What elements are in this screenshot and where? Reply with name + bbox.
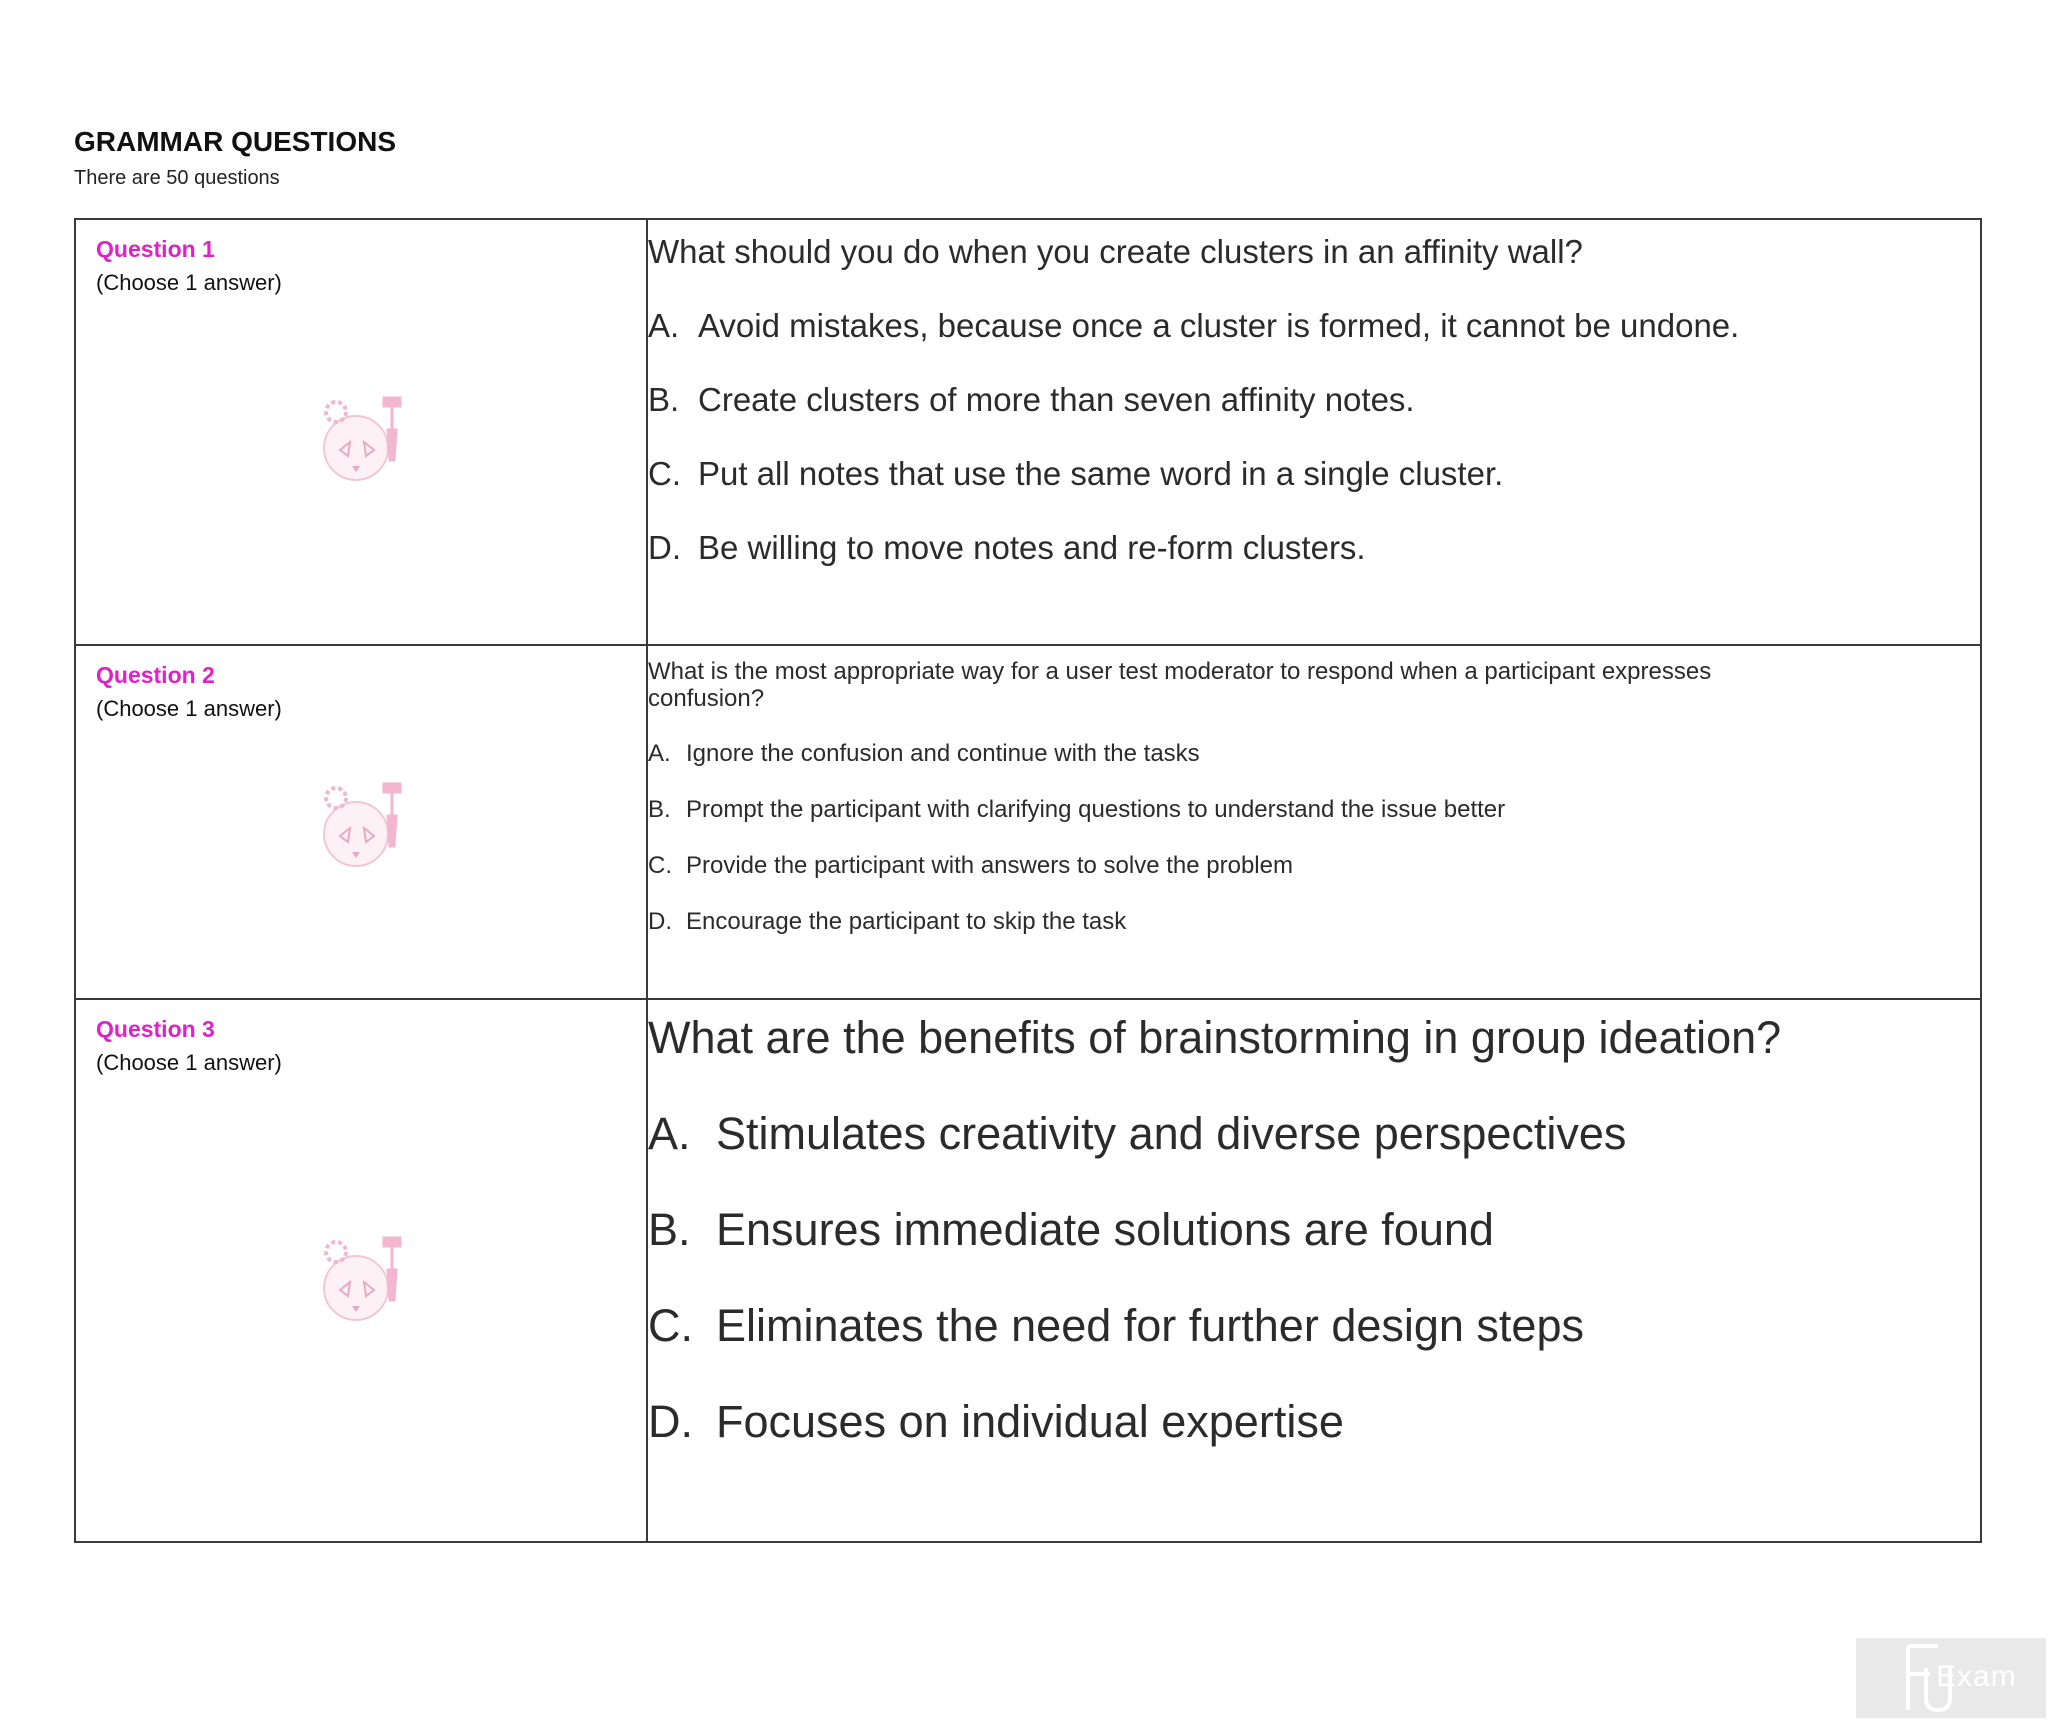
question-count: There are 50 questions xyxy=(74,167,280,189)
watermark-icon xyxy=(314,1230,414,1330)
question-label: Question 1 xyxy=(96,236,215,262)
option-text: Create clusters of more than seven affinity notes. xyxy=(698,381,1415,418)
option-text: Put all notes that use the same word in a single cluster. xyxy=(698,455,1504,492)
option-text: Avoid mistakes, because once a cluster is formed, it cannot be undone. xyxy=(698,307,1740,344)
option-text: Stimulates creativity and diverse perspectives xyxy=(716,1108,1627,1159)
answer-option-a[interactable] xyxy=(648,1108,1980,1160)
option-text: Focuses on individual expertise xyxy=(716,1396,1344,1447)
question-content-cell xyxy=(647,999,1981,1542)
question-text: What are the benefits of brainstorming in group ideation? xyxy=(648,1012,1782,1063)
option-text: Ignore the confusion and continue with the tasks xyxy=(686,740,1200,767)
option-letter: B. xyxy=(648,796,671,823)
answer-option-c[interactable] xyxy=(648,1300,1980,1352)
option-text: Eliminates the need for further design steps xyxy=(716,1300,1584,1351)
answer-option-a[interactable] xyxy=(648,740,1980,768)
option-letter: C. xyxy=(648,455,681,492)
question-meta-cell xyxy=(75,219,647,645)
answer-option-b[interactable] xyxy=(648,380,1980,420)
brand-text: Exam xyxy=(1936,1660,2017,1693)
question-label: Question 3 xyxy=(96,1016,215,1042)
question-label: Question 2 xyxy=(96,662,215,688)
watermark-icon xyxy=(314,390,414,490)
answer-option-a[interactable] xyxy=(648,306,1980,346)
question-text: What should you do when you create clusters in an affinity wall? xyxy=(648,233,1583,270)
answer-option-c[interactable] xyxy=(648,454,1980,494)
option-letter: C. xyxy=(648,1300,693,1351)
question-row xyxy=(75,999,1981,1542)
option-letter: D. xyxy=(648,908,672,935)
question-row xyxy=(75,219,1981,645)
question-meta-cell xyxy=(75,999,647,1542)
option-letter: B. xyxy=(648,1204,691,1255)
question-instruction: (Choose 1 answer) xyxy=(96,696,282,721)
option-letter: B. xyxy=(648,381,680,418)
question-meta-cell xyxy=(75,645,647,999)
question-content-cell xyxy=(647,645,1981,999)
option-text: Be willing to move notes and re-form clusters. xyxy=(698,529,1366,566)
answer-option-b[interactable] xyxy=(648,1204,1980,1256)
question-table xyxy=(74,218,1982,1543)
watermark-icon xyxy=(314,776,414,876)
option-text: Ensures immediate solutions are found xyxy=(716,1204,1494,1255)
option-text: Prompt the participant with clarifying questions to understand the issue better xyxy=(686,796,1506,823)
option-letter: D. xyxy=(648,1396,693,1447)
question-text: What is the most appropriate way for a user test moderator to respond when a participant expresses confusion? xyxy=(648,658,1712,712)
answer-option-d[interactable] xyxy=(648,528,1980,568)
question-instruction: (Choose 1 answer) xyxy=(96,1050,282,1075)
option-letter: D. xyxy=(648,529,681,566)
option-text: Provide the participant with answers to solve the problem xyxy=(686,852,1293,879)
answer-option-d[interactable] xyxy=(648,908,1980,936)
option-letter: A. xyxy=(648,307,680,344)
option-letter: A. xyxy=(648,1108,691,1159)
option-text: Encourage the participant to skip the task xyxy=(686,908,1127,935)
option-letter: C. xyxy=(648,852,672,879)
question-content-cell xyxy=(647,219,1981,645)
question-instruction: (Choose 1 answer) xyxy=(96,270,282,295)
option-letter: A. xyxy=(648,740,671,767)
brand-badge xyxy=(1856,1638,2046,1718)
answer-option-c[interactable] xyxy=(648,852,1980,880)
answer-option-b[interactable] xyxy=(648,796,1980,824)
answer-option-d[interactable] xyxy=(648,1396,1980,1448)
question-row xyxy=(75,645,1981,999)
page-title: GRAMMAR QUESTIONS xyxy=(74,126,396,157)
